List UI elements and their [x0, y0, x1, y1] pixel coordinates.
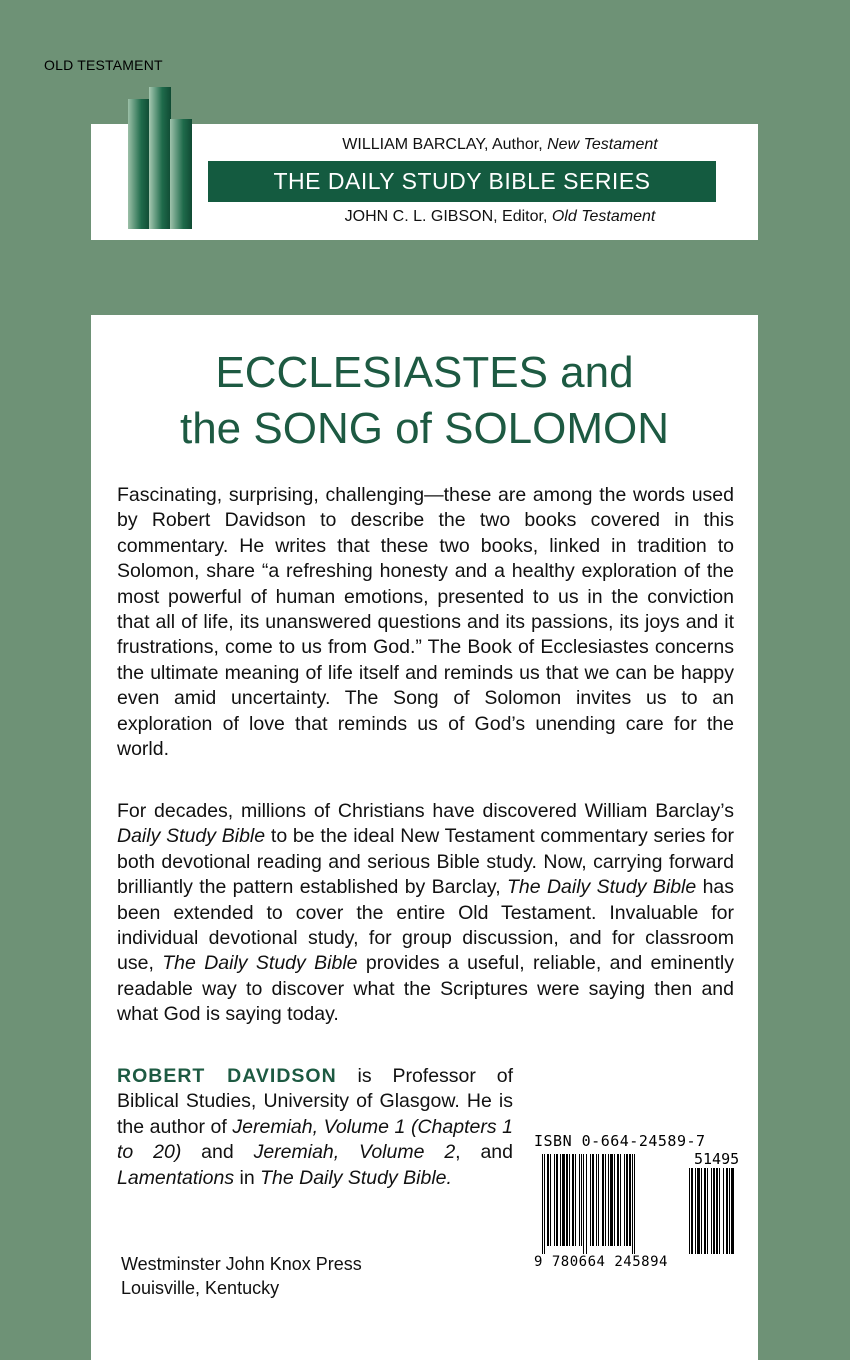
barcode-bar — [575, 1154, 576, 1246]
barcode-bar — [624, 1154, 625, 1246]
barcode-bar — [704, 1168, 706, 1254]
publisher-location: Louisville, Kentucky — [121, 1278, 280, 1298]
barcode-bar — [716, 1168, 718, 1254]
barcode-bar — [586, 1154, 587, 1254]
logo-bar-1 — [128, 99, 150, 229]
book-title — [91, 345, 758, 457]
barcode-bar — [689, 1168, 690, 1254]
logo-bar-3 — [170, 119, 192, 229]
barcode-bar — [723, 1168, 724, 1254]
barcode-bar — [701, 1168, 702, 1254]
barcode-bar — [691, 1168, 693, 1254]
series-author-line: WILLIAM BARCLAY, Author, New Testament — [342, 136, 658, 153]
isbn-barcode — [534, 1132, 754, 1282]
series-title-banner: THE DAILY STUDY BIBLE SERIES — [208, 161, 716, 202]
barcode-bar — [560, 1154, 561, 1246]
barcode-bar — [566, 1154, 568, 1246]
barcode-bar — [547, 1154, 549, 1246]
barcode-bar — [711, 1168, 712, 1254]
publisher-info — [121, 1252, 362, 1300]
section-label: OLD TESTAMENT — [44, 57, 163, 73]
series-editor-line: JOHN C. L. GIBSON, Editor, Old Testament — [344, 208, 656, 225]
description-paragraph-2: For decades, millions of Christians have discovered William Barclay’s Daily Study Bible to be the ideal New Testament commentary series for both devotional reading and serious Bible study. Now, carrying forward brilliantly the pattern established by Barclay, The Daily Study Bible has been extended to cover the entire Old Testament. Invaluable for individual devotional study, for group discussion, and for classroom use, The Daily Study Bible provides a useful, reliable, and eminently readable way to discover what the Scriptures were saying then and what God is saying today. — [117, 800, 735, 1026]
logo-bar-2 — [149, 87, 171, 229]
barcode-bar — [629, 1154, 631, 1246]
barcode-bar — [731, 1168, 734, 1254]
barcode-bar — [610, 1154, 613, 1246]
publisher-name: Westminster John Knox Press — [121, 1254, 362, 1274]
main-content-box — [91, 315, 758, 1360]
barcode-bar — [713, 1168, 715, 1254]
barcode-bar — [617, 1154, 619, 1246]
barcode-main-bars — [542, 1154, 682, 1254]
barcode-bar — [634, 1154, 635, 1254]
barcode-bar — [583, 1154, 584, 1254]
author-name: ROBERT DAVIDSON — [117, 1065, 337, 1087]
barcode-bar — [608, 1154, 609, 1246]
barcode-bar — [620, 1154, 621, 1246]
barcode-bar — [602, 1154, 604, 1246]
barcode-bar — [542, 1154, 543, 1254]
barcode-bar — [707, 1168, 708, 1254]
book-title-line-1: ECCLESIASTES and — [215, 348, 634, 397]
barcode-bar — [596, 1154, 597, 1246]
barcode-bar — [614, 1154, 615, 1246]
barcode-bar — [697, 1168, 700, 1254]
barcode-addon-bars — [689, 1168, 744, 1254]
barcode-bar — [626, 1154, 628, 1246]
barcode-bar — [719, 1168, 720, 1254]
barcode-bar — [605, 1154, 606, 1246]
barcode-bar — [562, 1154, 565, 1246]
ean-number: 9 780664 245894 — [534, 1254, 668, 1270]
barcode-bar — [695, 1168, 696, 1254]
barcode-bar — [632, 1154, 633, 1254]
description-paragraph-1: Fascinating, surprising, challenging—these are among the words used by Robert Davidson to describe the two books covered in this commentary. He writes that these two books, linked in tradition to Solomon, share “a refreshing honesty and a healthy exploration of the most powerful of human emotions, presented to us in the conviction that all of life, its unanswered questions and its passions, its joys and it frustrations, come to us from God.” The Book of Ecclesiastes concerns the ultimate meaning of life itself and reminds us that we can be happy even amid uncertainty. The Song of Solomon invites us to an exploration of love that reminds us of God’s unending care for the world. — [117, 484, 734, 761]
barcode-bar — [572, 1154, 574, 1246]
isbn-number: ISBN 0-664-24589-7 — [534, 1132, 706, 1150]
book-title-line-2: the SONG of SOLOMON — [179, 404, 670, 453]
author-bio: ROBERT DAVIDSON is Professor of Biblical Studies, University of Glasgow. He is the author of Jeremiah, Volume 1 (Chapters 1 to 20) and Jeremiah, Volume 2, and Lamentations in The Daily Study Bible. — [117, 1065, 514, 1189]
barcode-bar — [579, 1154, 580, 1246]
barcode-bar — [726, 1168, 728, 1254]
barcode-bar — [729, 1168, 730, 1254]
barcode-bar — [569, 1154, 570, 1246]
barcode-bar — [544, 1154, 545, 1254]
barcode-bar — [590, 1154, 591, 1246]
barcode-bar — [556, 1154, 558, 1246]
barcode-bar — [592, 1154, 594, 1246]
barcode-bar — [598, 1154, 599, 1246]
barcode-bar — [550, 1154, 551, 1246]
series-logo-bars — [128, 87, 192, 229]
price-code: 51495 — [694, 1150, 740, 1168]
barcode-bar — [581, 1154, 582, 1246]
barcode-bar — [554, 1154, 555, 1246]
